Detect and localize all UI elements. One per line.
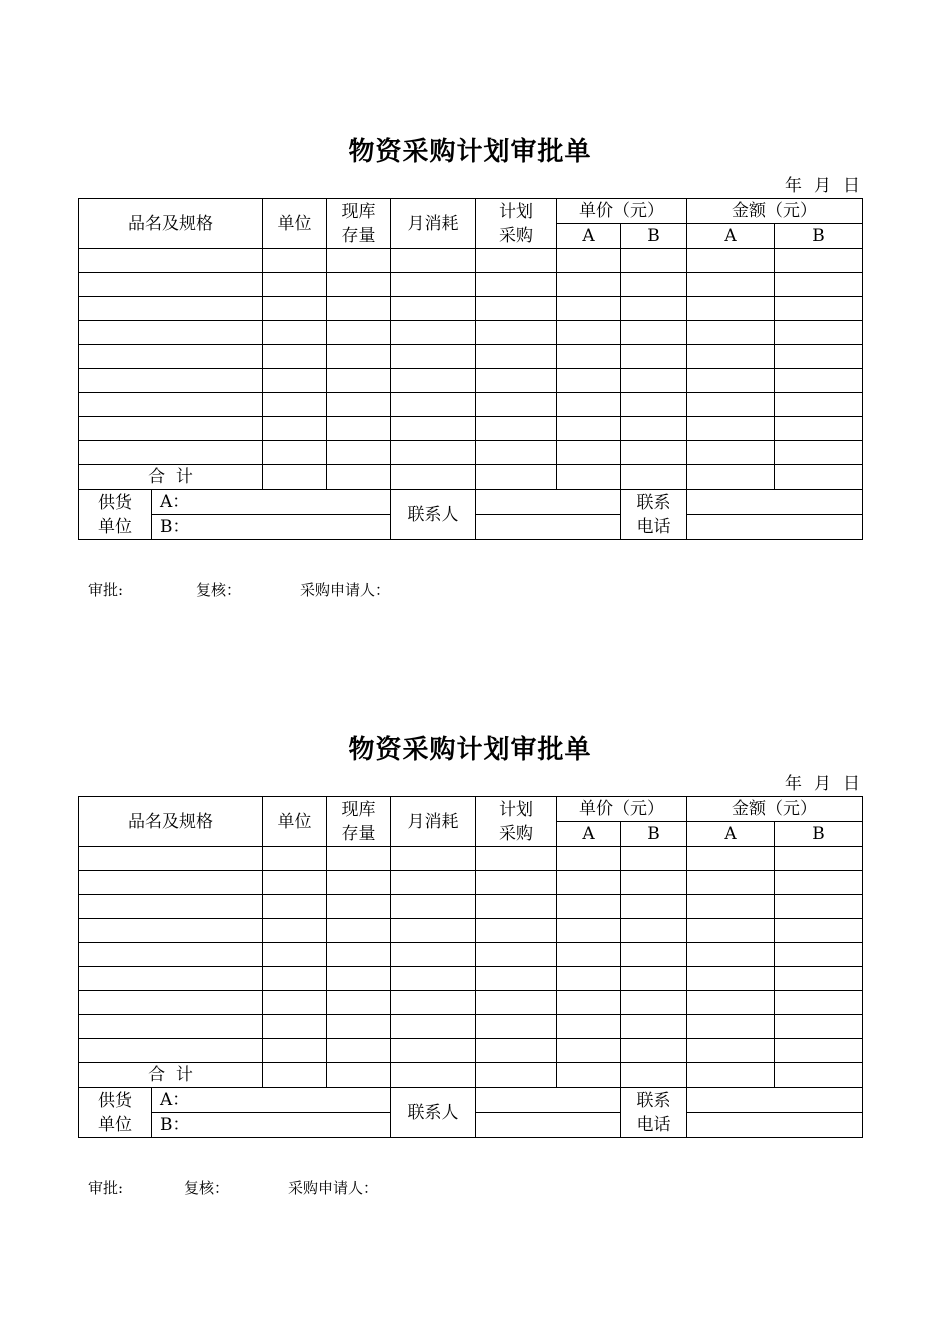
- sign-applicant: 采购申请人：: [300, 581, 391, 599]
- table-cell[interactable]: [775, 919, 863, 943]
- table-cell[interactable]: [263, 847, 327, 871]
- table-cell[interactable]: [476, 369, 557, 393]
- purchase-table: [78, 198, 863, 540]
- table-cell[interactable]: [775, 847, 863, 871]
- table-cell[interactable]: [391, 847, 476, 871]
- table-cell[interactable]: [263, 273, 327, 297]
- table-row: [79, 1039, 863, 1063]
- table-cell[interactable]: [391, 273, 476, 297]
- supplier-label: 供货 单位: [79, 1088, 152, 1138]
- table-cell[interactable]: [687, 991, 775, 1015]
- header-unit: 单位: [263, 199, 327, 249]
- table-cell[interactable]: [621, 847, 687, 871]
- header-item: 品名及规格: [79, 199, 263, 249]
- date-month: 月: [814, 176, 831, 196]
- table-cell[interactable]: [327, 967, 391, 991]
- table-cell[interactable]: [687, 1039, 775, 1063]
- table-cell[interactable]: [327, 345, 391, 369]
- table-cell[interactable]: [557, 895, 621, 919]
- form-title: 物资采购计划审批单: [348, 735, 592, 765]
- sign-applicant: 采购申请人：: [288, 1179, 379, 1197]
- table-cell[interactable]: [476, 321, 557, 345]
- table-cell[interactable]: [263, 967, 327, 991]
- phone-label: 联系 电话: [621, 490, 687, 540]
- date-line: [78, 772, 862, 796]
- table-cell[interactable]: [263, 345, 327, 369]
- supplier-row-a: [79, 490, 863, 515]
- table-cell[interactable]: [621, 297, 687, 321]
- form-title: 物资采购计划审批单: [348, 137, 592, 167]
- total-cell[interactable]: [327, 465, 391, 490]
- table-cell[interactable]: [775, 249, 863, 273]
- table-cell[interactable]: [391, 369, 476, 393]
- table-cell[interactable]: [775, 297, 863, 321]
- table-cell[interactable]: [476, 273, 557, 297]
- table-cell[interactable]: [687, 273, 775, 297]
- table-cell[interactable]: [621, 895, 687, 919]
- table-cell[interactable]: [775, 871, 863, 895]
- table-row: [79, 871, 863, 895]
- signature-line: [88, 1176, 378, 1200]
- table-row: [79, 345, 863, 369]
- sign-review: 复核：: [196, 581, 242, 599]
- table-cell[interactable]: [327, 273, 391, 297]
- table-cell[interactable]: [621, 871, 687, 895]
- total-cell[interactable]: [687, 465, 775, 490]
- date-day: 日: [843, 774, 860, 794]
- table-row: [79, 417, 863, 441]
- table-cell[interactable]: [687, 249, 775, 273]
- table-cell[interactable]: [621, 991, 687, 1015]
- header-item: 品名及规格: [79, 797, 263, 847]
- header-monthly: 月消耗: [391, 797, 476, 847]
- table-cell[interactable]: [687, 943, 775, 967]
- table-cell[interactable]: [687, 297, 775, 321]
- table-cell[interactable]: [263, 321, 327, 345]
- sign-review: 复核：: [184, 1179, 230, 1197]
- table-cell[interactable]: [687, 895, 775, 919]
- table-cell[interactable]: [557, 417, 621, 441]
- table-cell[interactable]: [391, 991, 476, 1015]
- table-cell[interactable]: [687, 847, 775, 871]
- sign-approve: 审批:: [88, 581, 124, 599]
- table-cell[interactable]: [775, 369, 863, 393]
- header-monthly: 月消耗: [391, 199, 476, 249]
- table-cell[interactable]: [476, 297, 557, 321]
- table-cell[interactable]: [557, 847, 621, 871]
- date-line: [78, 174, 862, 198]
- table-cell[interactable]: [687, 441, 775, 465]
- header-price-b: B: [621, 224, 687, 249]
- total-cell[interactable]: [391, 1063, 476, 1088]
- table-cell[interactable]: [327, 321, 391, 345]
- header-planned: 计划 采购: [476, 199, 557, 249]
- table-cell[interactable]: [557, 273, 621, 297]
- total-cell[interactable]: [476, 465, 557, 490]
- sign-approve: 审批:: [88, 1179, 124, 1197]
- total-row: [79, 465, 863, 490]
- purchase-table: [78, 796, 863, 1138]
- table-cell[interactable]: [327, 895, 391, 919]
- table-cell[interactable]: [775, 393, 863, 417]
- table-cell[interactable]: [476, 417, 557, 441]
- table-row: [79, 847, 863, 871]
- header-amount-a: A: [687, 822, 775, 847]
- table-cell[interactable]: [263, 297, 327, 321]
- table-cell[interactable]: [327, 393, 391, 417]
- contact-label: 联系人: [391, 490, 476, 540]
- table-cell[interactable]: [327, 369, 391, 393]
- table-cell[interactable]: [775, 1015, 863, 1039]
- table-cell[interactable]: [79, 297, 263, 321]
- table-cell[interactable]: [557, 943, 621, 967]
- date-day: 日: [843, 176, 860, 196]
- table-cell[interactable]: [775, 991, 863, 1015]
- table-cell[interactable]: [621, 393, 687, 417]
- table-cell[interactable]: [621, 369, 687, 393]
- supplier-row-a: [79, 1088, 863, 1113]
- table-cell[interactable]: [327, 871, 391, 895]
- table-cell[interactable]: [687, 417, 775, 441]
- header-stock: 现库 存量: [327, 797, 391, 847]
- table-cell[interactable]: [476, 895, 557, 919]
- total-row: [79, 1063, 863, 1088]
- table-cell[interactable]: [621, 1015, 687, 1039]
- table-cell[interactable]: [391, 919, 476, 943]
- table-cell[interactable]: [263, 871, 327, 895]
- table-cell[interactable]: [327, 441, 391, 465]
- table-cell[interactable]: [476, 943, 557, 967]
- total-cell[interactable]: [327, 1063, 391, 1088]
- table-row: [79, 943, 863, 967]
- total-label: 合 计: [79, 1063, 263, 1088]
- table-cell[interactable]: [263, 393, 327, 417]
- table-cell[interactable]: [775, 967, 863, 991]
- header-amount-b: B: [775, 224, 863, 249]
- table-cell[interactable]: [263, 1039, 327, 1063]
- phone-a-field[interactable]: [687, 490, 863, 515]
- approval-form: [78, 130, 862, 599]
- supplier-a[interactable]: A：: [152, 490, 391, 515]
- table-cell[interactable]: [79, 895, 263, 919]
- date-year: 年: [785, 774, 802, 794]
- table-cell[interactable]: [687, 1015, 775, 1039]
- table-row: [79, 967, 863, 991]
- table-cell[interactable]: [687, 369, 775, 393]
- table-cell[interactable]: [391, 871, 476, 895]
- header-amount-a: A: [687, 224, 775, 249]
- header-unit-price: 单价（元）: [557, 797, 687, 822]
- table-cell[interactable]: [476, 345, 557, 369]
- total-cell[interactable]: [263, 1063, 327, 1088]
- table-cell[interactable]: [391, 321, 476, 345]
- date-month: 月: [814, 774, 831, 794]
- table-cell[interactable]: [79, 441, 263, 465]
- table-cell[interactable]: [79, 393, 263, 417]
- table-cell[interactable]: [263, 895, 327, 919]
- table-cell[interactable]: [327, 919, 391, 943]
- header-unit-price: 单价（元）: [557, 199, 687, 224]
- table-cell[interactable]: [557, 919, 621, 943]
- table-cell[interactable]: [263, 991, 327, 1015]
- table-cell[interactable]: [687, 345, 775, 369]
- table-cell[interactable]: [557, 369, 621, 393]
- table-cell[interactable]: [687, 321, 775, 345]
- header-price-a: A: [557, 822, 621, 847]
- table-cell[interactable]: [557, 249, 621, 273]
- table-cell[interactable]: [79, 943, 263, 967]
- phone-b-field[interactable]: [687, 1113, 863, 1138]
- total-cell[interactable]: [621, 1063, 687, 1088]
- table-row: [79, 441, 863, 465]
- table-cell[interactable]: [775, 321, 863, 345]
- table-cell[interactable]: [391, 393, 476, 417]
- table-cell[interactable]: [327, 943, 391, 967]
- table-cell[interactable]: [476, 967, 557, 991]
- total-cell[interactable]: [621, 465, 687, 490]
- table-cell[interactable]: [476, 991, 557, 1015]
- table-row: [79, 1015, 863, 1039]
- total-cell[interactable]: [687, 1063, 775, 1088]
- table-cell[interactable]: [79, 1039, 263, 1063]
- table-cell[interactable]: [621, 943, 687, 967]
- table-cell[interactable]: [263, 943, 327, 967]
- table-cell[interactable]: [79, 847, 263, 871]
- date-year: 年: [785, 176, 802, 196]
- table-cell[interactable]: [621, 345, 687, 369]
- table-cell[interactable]: [687, 967, 775, 991]
- header-row: [79, 199, 863, 224]
- contact-a-field[interactable]: [476, 1088, 621, 1113]
- table-cell[interactable]: [79, 369, 263, 393]
- table-cell[interactable]: [79, 321, 263, 345]
- table-cell[interactable]: [775, 943, 863, 967]
- header-stock: 现库 存量: [327, 199, 391, 249]
- table-cell[interactable]: [79, 967, 263, 991]
- total-cell[interactable]: [391, 465, 476, 490]
- table-cell[interactable]: [263, 1015, 327, 1039]
- table-row: [79, 369, 863, 393]
- approval-form: [78, 728, 862, 1197]
- total-cell[interactable]: [557, 1063, 621, 1088]
- table-cell[interactable]: [687, 393, 775, 417]
- table-cell[interactable]: [476, 871, 557, 895]
- supplier-b[interactable]: B：: [152, 1113, 391, 1138]
- table-cell[interactable]: [775, 345, 863, 369]
- table-cell[interactable]: [557, 871, 621, 895]
- header-unit: 单位: [263, 797, 327, 847]
- table-row: [79, 297, 863, 321]
- table-cell[interactable]: [391, 1015, 476, 1039]
- supplier-a[interactable]: A：: [152, 1088, 391, 1113]
- table-cell[interactable]: [557, 1015, 621, 1039]
- table-cell[interactable]: [621, 321, 687, 345]
- table-cell[interactable]: [391, 895, 476, 919]
- table-cell[interactable]: [687, 919, 775, 943]
- contact-b-field[interactable]: [476, 1113, 621, 1138]
- table-cell[interactable]: [327, 991, 391, 1015]
- table-cell[interactable]: [476, 919, 557, 943]
- table-cell[interactable]: [557, 393, 621, 417]
- table-cell[interactable]: [621, 1039, 687, 1063]
- table-cell[interactable]: [79, 871, 263, 895]
- table-cell[interactable]: [79, 249, 263, 273]
- table-cell[interactable]: [687, 871, 775, 895]
- table-cell[interactable]: [557, 321, 621, 345]
- contact-b-field[interactable]: [476, 515, 621, 540]
- table-cell[interactable]: [79, 1015, 263, 1039]
- table-cell[interactable]: [327, 847, 391, 871]
- table-cell[interactable]: [775, 895, 863, 919]
- table-cell[interactable]: [557, 441, 621, 465]
- total-label: 合 计: [79, 465, 263, 490]
- table-cell[interactable]: [79, 919, 263, 943]
- contact-a-field[interactable]: [476, 490, 621, 515]
- header-amount: 金额（元）: [687, 199, 863, 224]
- table-cell[interactable]: [621, 441, 687, 465]
- table-cell[interactable]: [476, 249, 557, 273]
- table-cell[interactable]: [79, 991, 263, 1015]
- total-cell[interactable]: [775, 1063, 863, 1088]
- table-row: [79, 919, 863, 943]
- table-cell[interactable]: [391, 297, 476, 321]
- table-cell[interactable]: [327, 417, 391, 441]
- total-cell[interactable]: [775, 465, 863, 490]
- table-cell[interactable]: [621, 417, 687, 441]
- table-cell[interactable]: [327, 1015, 391, 1039]
- total-cell[interactable]: [557, 465, 621, 490]
- header-price-a: A: [557, 224, 621, 249]
- table-cell[interactable]: [391, 441, 476, 465]
- table-cell[interactable]: [263, 417, 327, 441]
- header-planned: 计划 采购: [476, 797, 557, 847]
- signature-line: [88, 578, 390, 602]
- table-cell[interactable]: [79, 273, 263, 297]
- total-cell[interactable]: [476, 1063, 557, 1088]
- table-cell[interactable]: [476, 1015, 557, 1039]
- table-row: [79, 273, 863, 297]
- table-cell[interactable]: [327, 249, 391, 273]
- table-cell[interactable]: [775, 273, 863, 297]
- table-cell[interactable]: [621, 273, 687, 297]
- table-row: [79, 249, 863, 273]
- phone-label: 联系 电话: [621, 1088, 687, 1138]
- phone-a-field[interactable]: [687, 1088, 863, 1113]
- table-cell[interactable]: [621, 967, 687, 991]
- table-cell[interactable]: [621, 919, 687, 943]
- table-cell[interactable]: [557, 297, 621, 321]
- table-cell[interactable]: [775, 417, 863, 441]
- table-cell[interactable]: [476, 847, 557, 871]
- table-row: [79, 321, 863, 345]
- table-cell[interactable]: [621, 249, 687, 273]
- supplier-b[interactable]: B：: [152, 515, 391, 540]
- table-cell[interactable]: [263, 249, 327, 273]
- table-cell[interactable]: [557, 967, 621, 991]
- table-cell[interactable]: [476, 393, 557, 417]
- header-price-b: B: [621, 822, 687, 847]
- table-cell[interactable]: [557, 345, 621, 369]
- table-cell[interactable]: [263, 369, 327, 393]
- table-cell[interactable]: [79, 345, 263, 369]
- supplier-label: 供货 单位: [79, 490, 152, 540]
- header-amount: 金额（元）: [687, 797, 863, 822]
- table-cell[interactable]: [263, 441, 327, 465]
- table-cell[interactable]: [391, 345, 476, 369]
- table-row: [79, 991, 863, 1015]
- table-cell[interactable]: [263, 919, 327, 943]
- table-cell[interactable]: [327, 1039, 391, 1063]
- table-cell[interactable]: [391, 417, 476, 441]
- table-cell[interactable]: [391, 943, 476, 967]
- table-cell[interactable]: [775, 1039, 863, 1063]
- total-cell[interactable]: [263, 465, 327, 490]
- table-cell[interactable]: [775, 441, 863, 465]
- table-cell[interactable]: [391, 249, 476, 273]
- table-cell[interactable]: [391, 1039, 476, 1063]
- table-cell[interactable]: [79, 417, 263, 441]
- table-cell[interactable]: [557, 991, 621, 1015]
- contact-label: 联系人: [391, 1088, 476, 1138]
- table-row: [79, 393, 863, 417]
- table-cell[interactable]: [476, 441, 557, 465]
- header-row: [79, 797, 863, 822]
- table-row: [79, 895, 863, 919]
- header-amount-b: B: [775, 822, 863, 847]
- table-cell[interactable]: [391, 967, 476, 991]
- table-cell[interactable]: [557, 1039, 621, 1063]
- phone-b-field[interactable]: [687, 515, 863, 540]
- table-cell[interactable]: [476, 1039, 557, 1063]
- table-cell[interactable]: [327, 297, 391, 321]
